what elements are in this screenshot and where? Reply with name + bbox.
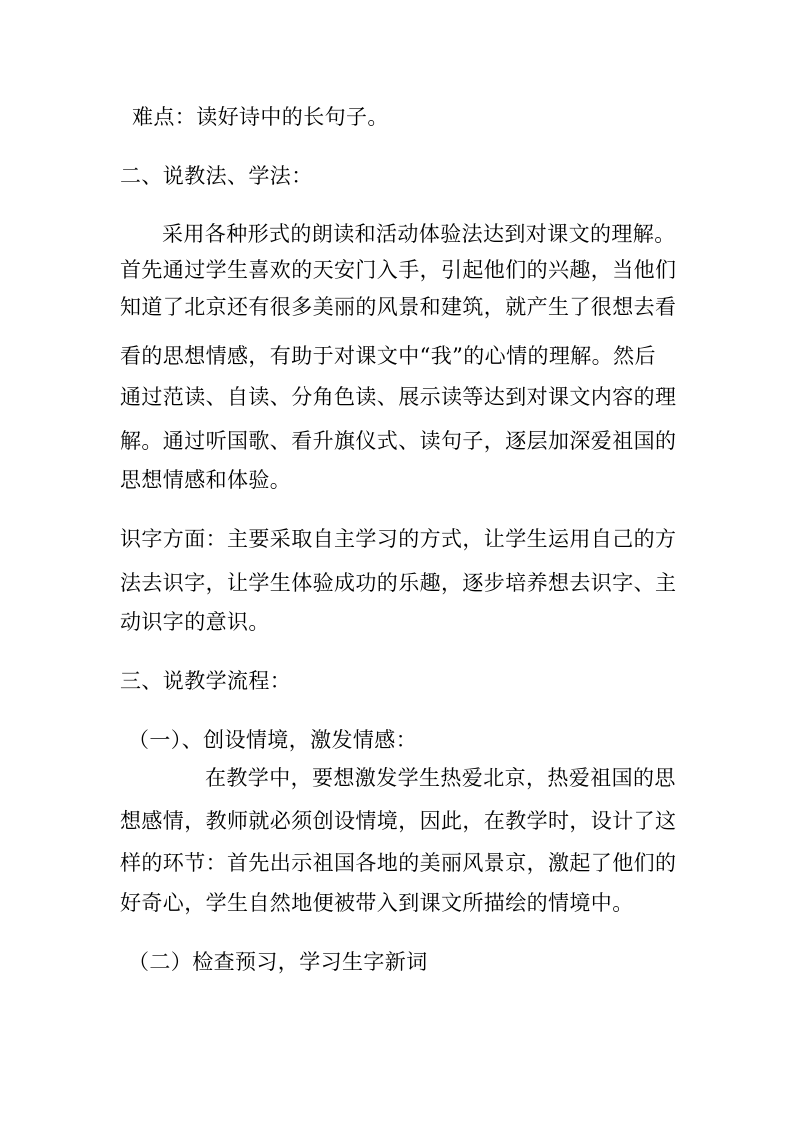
- paragraph-line: 采用各种形式的朗读和活动体验法达到对课文的理解。: [162, 222, 676, 246]
- subsection-heading-create-situation: （一）、创设情境，激发情感：: [128, 728, 418, 752]
- difficulty-line: 难点：读好诗中的长句子。: [132, 105, 389, 129]
- paragraph-line: 解。通过听国歌、看升旗仪式、读句子，逐层加深爱祖国的: [120, 429, 677, 453]
- paragraph-line: 在教学中，要想激发学生热爱北京，热爱祖国的思: [205, 766, 676, 790]
- paragraph-line: 好奇心，学生自然地便被带入到课文所描绘的情境中。: [120, 891, 634, 915]
- section-heading-teaching-methods: 二、说教法、学法：: [120, 164, 313, 188]
- paragraph-line: 知道了北京还有很多美丽的风景和建筑，就产生了很想去看: [120, 295, 677, 319]
- paragraph-line: 看的思想情感，有助于对课文中“我”的心情的理解。然后: [120, 344, 656, 368]
- paragraph-line: 通过范读、自读、分角色读、展示读等达到对课文内容的理: [120, 385, 677, 409]
- literacy-paragraph-line: 识字方面：主要采取自主学习的方式，让学生运用自己的方: [120, 527, 677, 551]
- literacy-paragraph-line: 法去识字，让学生体验成功的乐趣，逐步培养想去识字、主: [120, 571, 677, 595]
- section-heading-teaching-process: 三、说教学流程：: [120, 669, 292, 693]
- subsection-heading-check-preview: （二）检查预习，学习生字新词: [128, 950, 428, 974]
- paragraph-line: 思想情感和体验。: [120, 468, 292, 492]
- literacy-paragraph-line: 动识字的意识。: [120, 610, 270, 634]
- paragraph-line: 样的环节：首先出示祖国各地的美丽风景京，激起了他们的: [120, 851, 677, 875]
- paragraph-line: 首先通过学生喜欢的天安门入手，引起他们的兴趣，当他们: [120, 258, 677, 282]
- paragraph-line: 想感情，教师就必须创设情境，因此，在教学时，设计了这: [120, 809, 677, 833]
